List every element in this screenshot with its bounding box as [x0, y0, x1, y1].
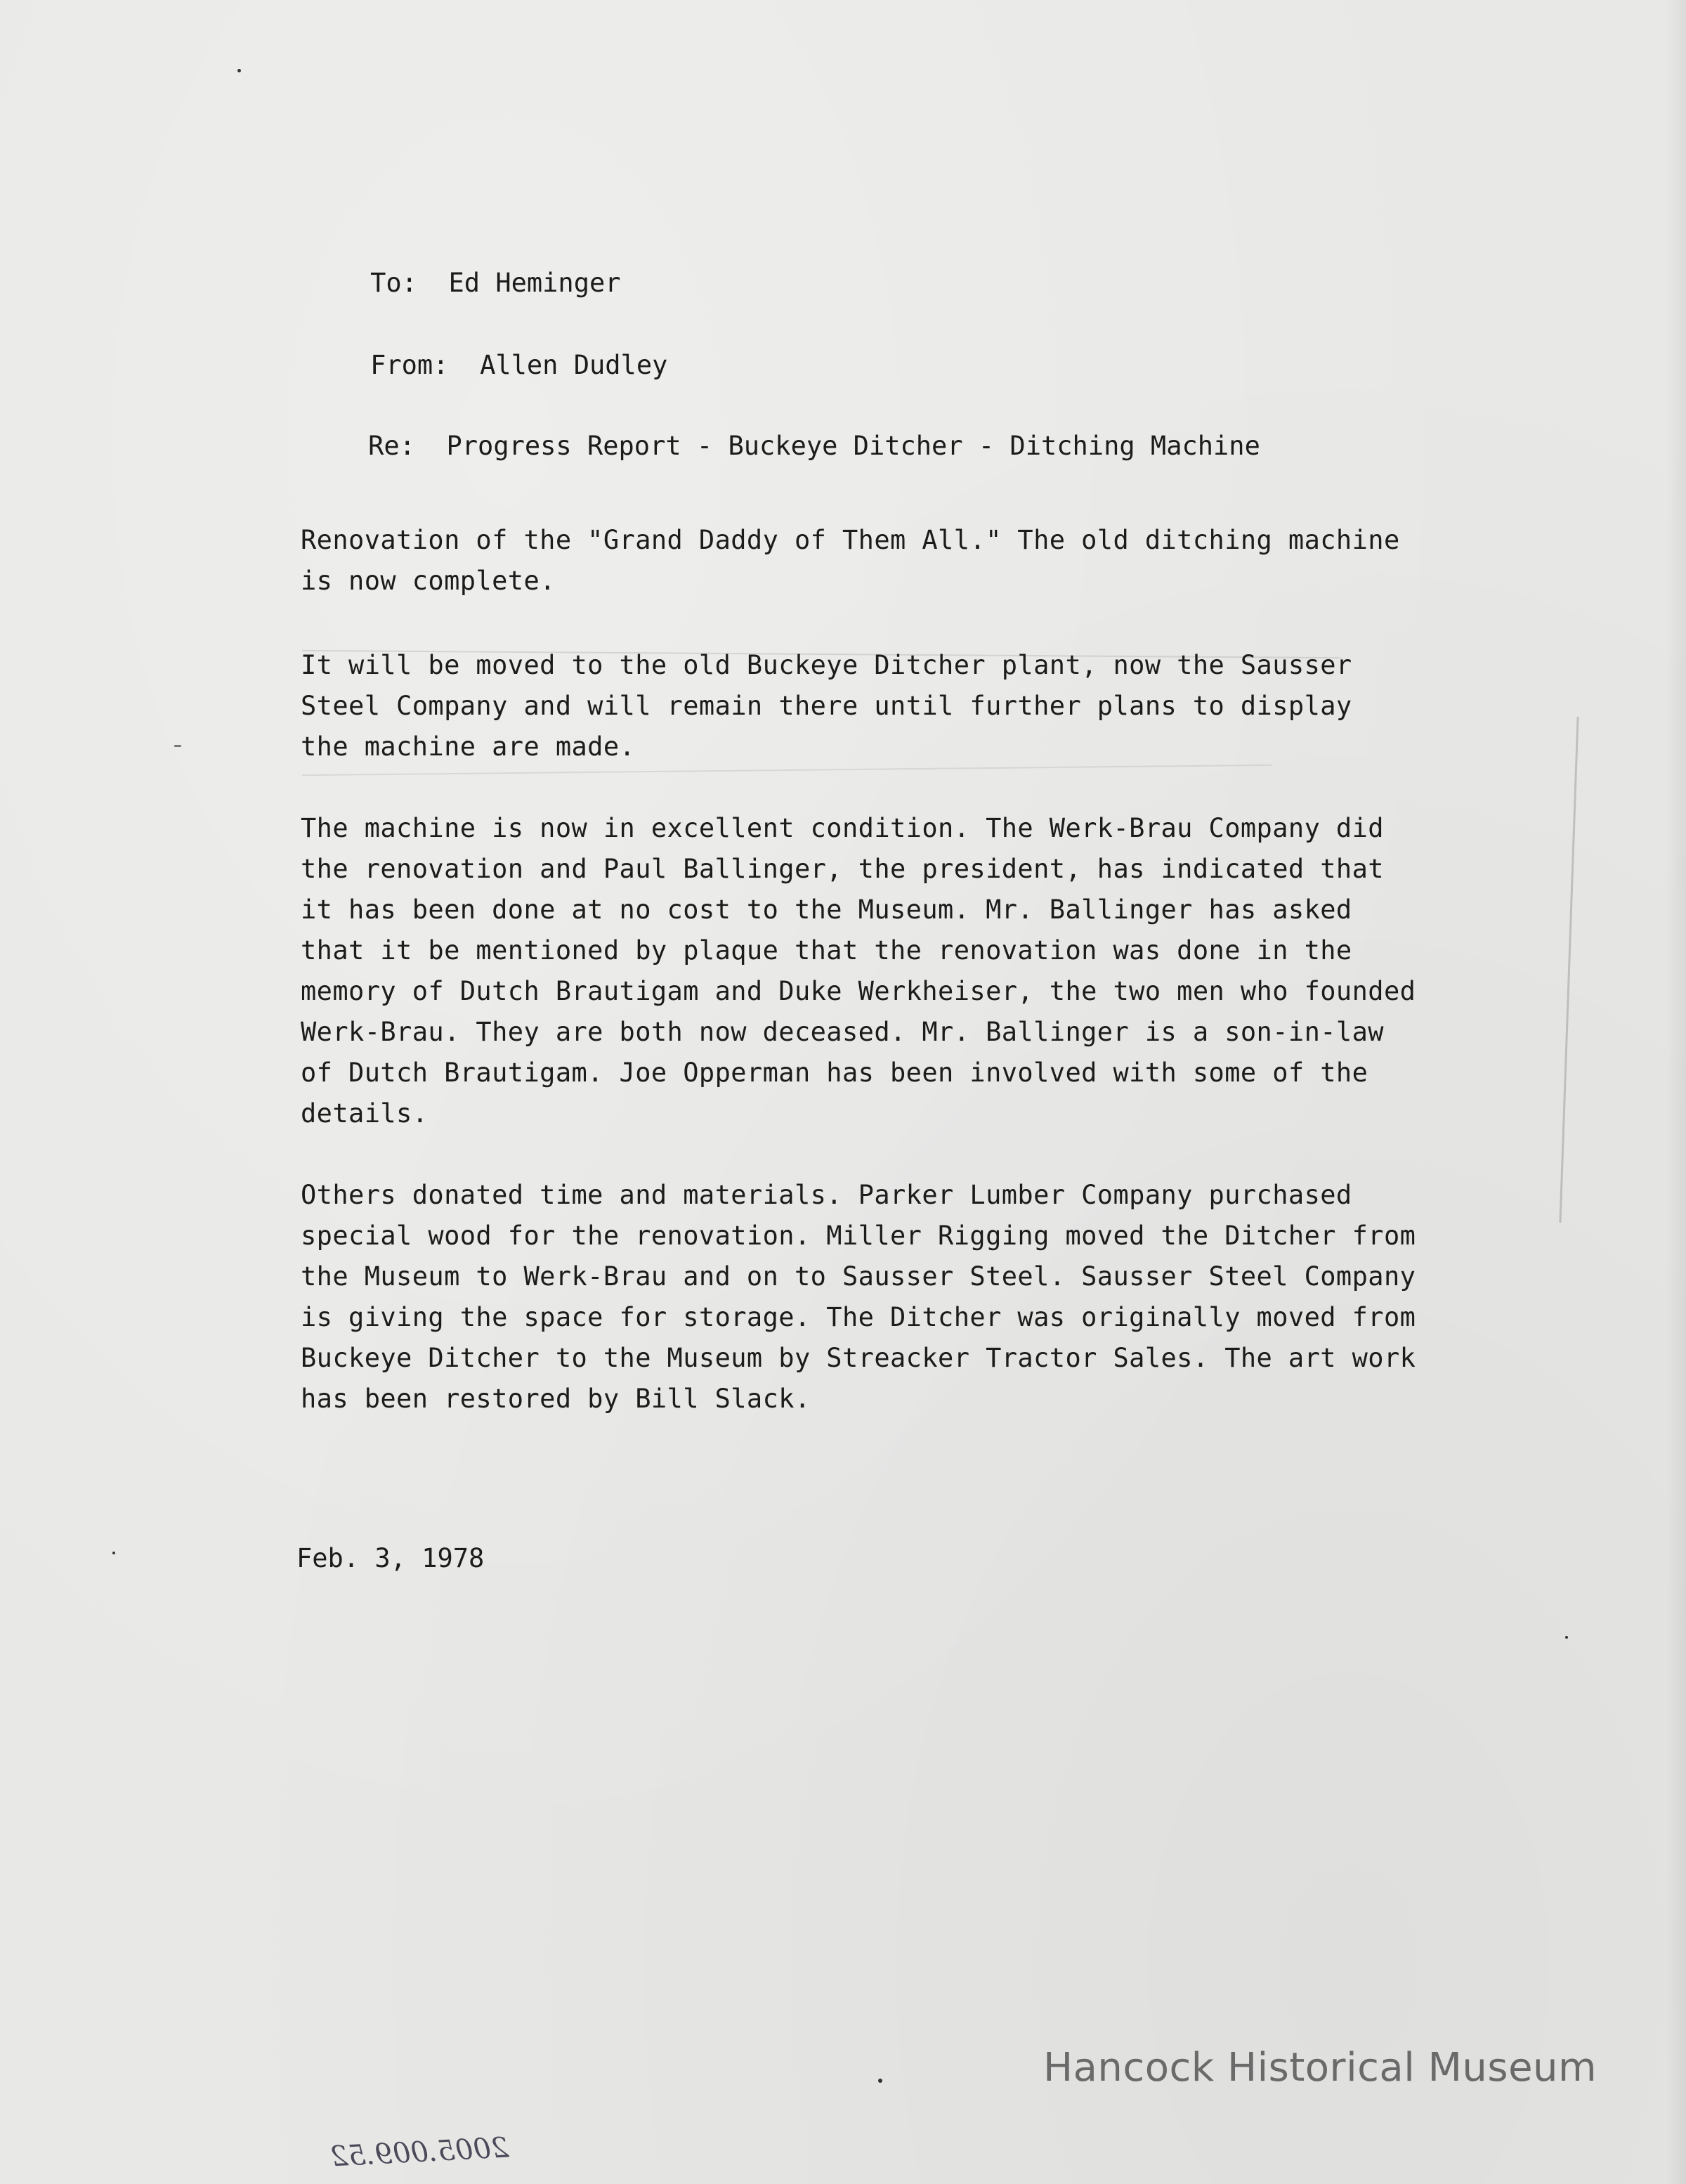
paragraph-line: has been restored by Bill Slack. — [301, 1384, 811, 1414]
paragraph-line: Buckeye Ditcher to the Museum by Streacker Tractor Sales. The art work — [301, 1343, 1416, 1373]
paper-speck — [174, 745, 181, 747]
memo-date: Feb. 3, 1978 — [296, 1543, 485, 1573]
memo-from-value: Allen Dudley — [480, 350, 668, 380]
paragraph-line: the renovation and Paul Ballinger, the president, has indicated that — [301, 854, 1384, 884]
memo-to-line — [308, 238, 621, 328]
memo-from-label: From: — [370, 350, 449, 380]
paper-speck — [878, 2079, 882, 2083]
paragraph-line: Renovation of the "Grand Daddy of Them All." The old ditching machine — [301, 525, 1400, 555]
paragraph-line: the machine are made. — [301, 732, 636, 762]
paragraph-line: the Museum to Werk-Brau and on to Sausser Steel. Sausser Steel Company — [301, 1261, 1416, 1292]
paper-crease — [1559, 717, 1579, 1223]
page-shadow-edge — [1666, 0, 1686, 2184]
memo-from-line — [308, 320, 667, 410]
memo-to-label: To: — [370, 268, 417, 298]
memo-re-value: Progress Report - Buckeye Ditcher - Ditching Machine — [446, 431, 1260, 461]
body-paragraph-1 — [301, 520, 1400, 602]
handwritten-catalog-number: 2005.009.52 — [329, 2131, 510, 2173]
paragraph-line: is now complete. — [301, 566, 556, 596]
paper-speck — [112, 1552, 115, 1554]
paragraph-line: It will be moved to the old Buckeye Ditcher plant, now the Sausser — [301, 650, 1352, 680]
paper-speck — [1565, 1636, 1568, 1639]
paragraph-line: memory of Dutch Brautigam and Duke Werkheiser, the two men who founded — [301, 976, 1416, 1006]
paragraph-line: of Dutch Brautigam. Joe Opperman has been involved with some of the — [301, 1058, 1368, 1088]
paragraph-line: The machine is now in excellent condition. The Werk-Brau Company did — [301, 813, 1384, 843]
body-paragraph-2 — [301, 645, 1352, 767]
memo-re-label: Re: — [368, 431, 415, 461]
paragraph-line: is giving the space for storage. The Ditcher was originally moved from — [301, 1302, 1416, 1332]
museum-watermark: Hancock Historical Museum — [1043, 2045, 1597, 2091]
paragraph-line: special wood for the renovation. Miller Rigging moved the Ditcher from — [301, 1221, 1416, 1251]
paragraph-line: details. — [301, 1098, 429, 1129]
paragraph-line: Steel Company and will remain there until further plans to display — [301, 691, 1352, 721]
paragraph-line: it has been done at no cost to the Museum. Mr. Ballinger has asked — [301, 895, 1352, 925]
paper-speck — [237, 69, 241, 72]
memo-to-value: Ed Heminger — [448, 268, 621, 298]
paragraph-line: Others donated time and materials. Parker Lumber Company purchased — [301, 1180, 1352, 1210]
paragraph-line: Werk-Brau. They are both now deceased. Mr. Ballinger is a son-in-law — [301, 1017, 1384, 1047]
memo-re-line — [306, 401, 1260, 491]
body-paragraph-3 — [301, 808, 1416, 1134]
body-paragraph-4 — [301, 1175, 1416, 1419]
paragraph-line: that it be mentioned by plaque that the renovation was done in the — [301, 935, 1352, 966]
